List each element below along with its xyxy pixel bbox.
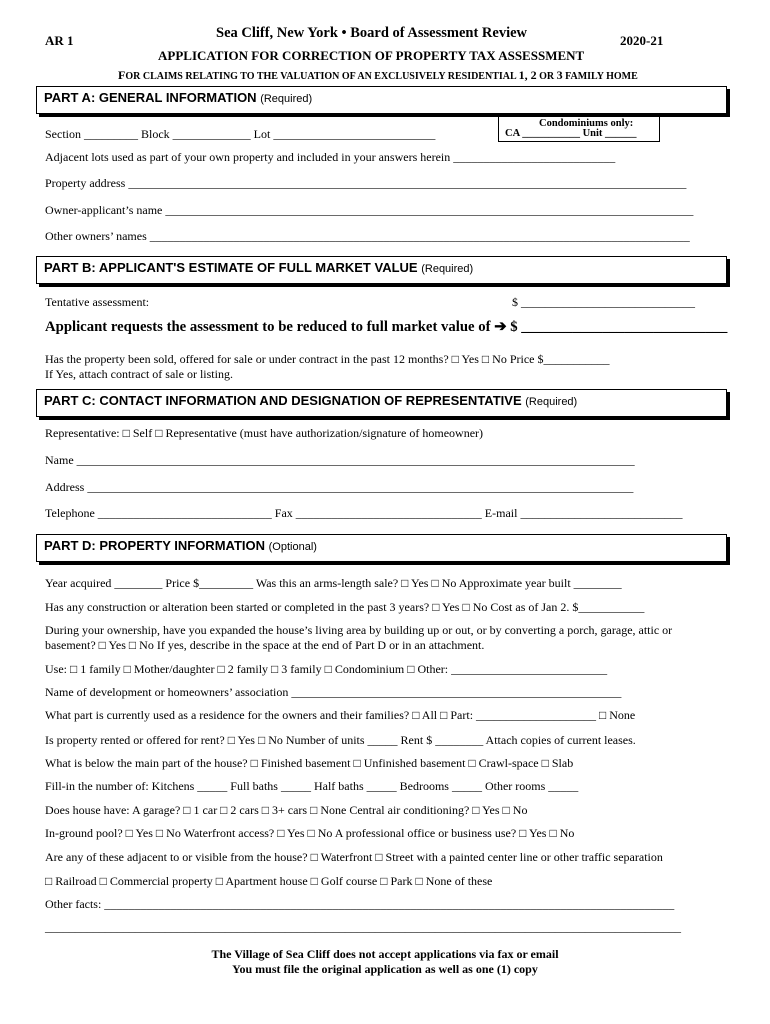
- representative-options[interactable]: Representative: □ Self □ Representative (must have authorization/signature of homeowner): [45, 426, 484, 440]
- part-b-required: (Required): [421, 263, 474, 275]
- room-count-line[interactable]: Fill-in the number of: Kitchens _____ Full baths _____ Half baths _____ Bedrooms _____ Other rooms _____: [45, 779, 579, 793]
- form-id: AR 1: [45, 33, 74, 48]
- footer-line-1: The Village of Sea Cliff does not accept applications via fax or email: [211, 947, 559, 961]
- part-d-optional: (Optional): [268, 541, 317, 553]
- part-a-header: [36, 86, 727, 114]
- part-a-required: (Required): [260, 93, 313, 105]
- form-title: Sea Cliff, New York • Board of Assessment Review: [216, 25, 528, 41]
- other-facts-field[interactable]: Other facts: _______________________________________________________________________________________________: [45, 897, 675, 911]
- year-acquired-line[interactable]: Year acquired ________ Price $_________ Was this an arms-length sale? □ Yes □ No Approximate year built ________: [45, 576, 622, 590]
- form-subtitle: APPLICATION FOR CORRECTION OF PROPERTY TAX ASSESSMENT: [158, 48, 585, 63]
- adjacent-features-line[interactable]: Are any of these adjacent to or visible from the house? □ Waterfront □ Street with a painted center line or other traffic separation: [45, 850, 663, 864]
- section-block-lot-field[interactable]: Section _________ Block _____________ Lot ___________________________: [45, 127, 436, 141]
- expansion-line-1: During your ownership, have you expanded the house’s living area by building up or out, or by converting a porch, garage, attic or: [45, 623, 673, 637]
- association-line[interactable]: Name of development or homeowners’ association _______________________________________________________: [45, 685, 622, 699]
- part-b-header: [36, 256, 727, 284]
- condo-fields[interactable]: CA ___________ Unit ______: [505, 128, 637, 139]
- part-d-heading: PART D: PROPERTY INFORMATION: [44, 538, 265, 553]
- footer-line-2: You must file the original application as well as one (1) copy: [232, 962, 538, 976]
- sold-note: If Yes, attach contract of sale or listing.: [45, 367, 233, 381]
- adjacent-lots-field[interactable]: Adjacent lots used as part of your own property and included in your answers herein ___________________________: [45, 150, 616, 164]
- other-owners-field[interactable]: Other owners’ names __________________________________________________________________________________________: [45, 229, 690, 243]
- pool-waterfront-line[interactable]: In-ground pool? □ Yes □ No Waterfront access? □ Yes □ No A professional office or business use? □ Yes □ No: [45, 826, 575, 840]
- owner-name-field[interactable]: Owner-applicant’s name ________________________________________________________________________________________: [45, 203, 694, 217]
- garage-ac-line[interactable]: Does house have: A garage? □ 1 car □ 2 cars □ 3+ cars □ None Central air conditioning? □ Yes □ No: [45, 803, 528, 817]
- adjacent-features-line-2[interactable]: □ Railroad □ Commercial property □ Apartment house □ Golf course □ Park □ None of these: [45, 874, 493, 888]
- rep-name-field[interactable]: Name _____________________________________________________________________________________________: [45, 453, 635, 467]
- sold-question[interactable]: Has the property been sold, offered for sale or under contract in the past 12 months? □ Yes □ No Price $___________: [45, 352, 610, 366]
- part-d-header: [36, 534, 727, 562]
- condo-box: [498, 116, 660, 142]
- part-c-header: [36, 389, 727, 417]
- rental-line[interactable]: Is property rented or offered for rent? □ Yes □ No Number of units _____ Rent $ ________ Attach copies of current leases.: [45, 733, 636, 747]
- requested-value-field[interactable]: Applicant requests the assessment to be reduced to full market value of ➔ $ ____________________________: [45, 319, 728, 335]
- below-house-line[interactable]: What is below the main part of the house? □ Finished basement □ Unfinished basement □ Crawl-space □ Slab: [45, 756, 574, 770]
- use-line[interactable]: Use: □ 1 family □ Mother/daughter □ 2 family □ 3 family □ Condominium □ Other: __________________________: [45, 662, 608, 676]
- property-address-field[interactable]: Property address _____________________________________________________________________________________________: [45, 176, 687, 190]
- residence-part-line[interactable]: What part is currently used as a residence for the owners and their families? □ All □ Part: ____________________ □ None: [45, 708, 636, 722]
- tentative-assessment-label: Tentative assessment:: [45, 295, 150, 309]
- rep-contact-fields[interactable]: Telephone _____________________________ Fax _______________________________ E-mail ___________________________: [45, 506, 683, 520]
- claims-line: FOR CLAIMS RELATING TO THE VALUATION OF AN EXCLUSIVELY RESIDENTIAL 1, 2 OR 3 FAMILY HOME: [118, 68, 638, 82]
- form-year: 2020-21: [620, 33, 664, 48]
- construction-line[interactable]: Has any construction or alteration been started or completed in the past 3 years? □ Yes □ No Cost as of Jan 2. $___________: [45, 600, 645, 614]
- part-a-heading: PART A: GENERAL INFORMATION: [44, 90, 257, 105]
- other-facts-field-2[interactable]: __________________________________________________________________________________________________________: [45, 920, 681, 934]
- condo-title: Condominiums only:: [539, 118, 634, 129]
- part-b-heading: PART B: APPLICANT'S ESTIMATE OF FULL MARKET VALUE: [44, 260, 418, 275]
- rep-address-field[interactable]: Address ___________________________________________________________________________________________: [45, 480, 634, 494]
- part-c-required: (Required): [525, 396, 578, 408]
- expansion-line-2[interactable]: basement? □ Yes □ No If yes, describe in the space at the end of Part D or in an attachment.: [45, 638, 485, 652]
- part-c-heading: PART C: CONTACT INFORMATION AND DESIGNATION OF REPRESENTATIVE: [44, 393, 522, 408]
- tentative-assessment-field[interactable]: $ _____________________________: [512, 295, 695, 309]
